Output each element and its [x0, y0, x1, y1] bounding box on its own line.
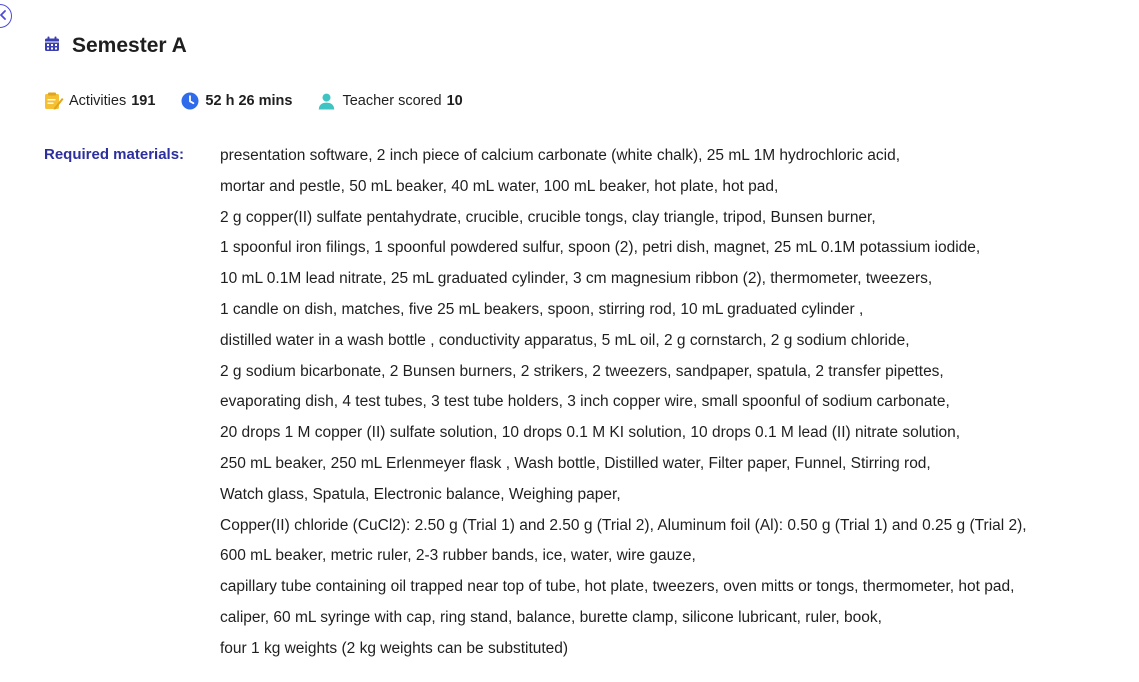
- duration-value: 52 h 26 mins: [205, 93, 293, 109]
- materials-line: 250 mL beaker, 250 mL Erlenmeyer flask , Wash bottle, Distilled water, Filter paper, Funnel, Stirring rod,: [220, 454, 931, 472]
- collapse-sidebar-button[interactable]: [0, 4, 12, 28]
- stats-row: [44, 92, 489, 110]
- teacher-label: Teacher scored: [342, 93, 442, 109]
- required-materials-label: Required materials:: [44, 146, 185, 163]
- page-header: [44, 34, 187, 58]
- clock-icon: [181, 92, 199, 110]
- chevron-left-icon: [0, 7, 7, 25]
- materials-line: caliper, 60 mL syringe with cap, ring stand, balance, burette clamp, silicone lubricant, ruler, book,: [220, 608, 882, 626]
- materials-line: Copper(II) chloride (CuCl2): 2.50 g (Trial 1) and 2.50 g (Trial 2), Aluminum foil (Al): 0.50 g (Trial 1) and 0.25 g (Trial 2),: [220, 516, 1027, 534]
- materials-list: [220, 143, 1130, 667]
- page-title: Semester A: [72, 34, 187, 57]
- teacher-icon: [318, 93, 335, 110]
- teacher-value: 10: [446, 93, 463, 109]
- activities-stat: [44, 92, 155, 110]
- materials-line: 20 drops 1 M copper (II) sulfate solution, 10 drops 0.1 M KI solution, 10 drops 0.1 M lead (II) nitrate solution,: [220, 424, 961, 442]
- materials-line: four 1 kg weights (2 kg weights can be substituted): [220, 639, 569, 657]
- materials-line: 2 g copper(II) sulfate pentahydrate, crucible, crucible tongs, clay triangle, tripod, Bunsen burner,: [220, 208, 876, 226]
- materials-line: capillary tube containing oil trapped near top of tube, hot plate, tweezers, oven mitts or tongs, thermometer, hot pad,: [220, 578, 1015, 596]
- activities-value: 191: [131, 93, 156, 109]
- teacher-stat: [318, 93, 462, 110]
- materials-line: 1 candle on dish, matches, five 25 mL beakers, spoon, stirring rod, 10 mL graduated cylinder ,: [220, 300, 864, 318]
- materials-line: evaporating dish, 4 test tubes, 3 test tube holders, 3 inch copper wire, small spoonful of sodium carbonate,: [220, 393, 950, 411]
- materials-line: 1 spoonful iron filings, 1 spoonful powdered sulfur, spoon (2), petri dish, magnet, 25 mL 0.1M potassium iodide,: [220, 239, 981, 257]
- materials-line: 2 g sodium bicarbonate, 2 Bunsen burners, 2 strikers, 2 tweezers, sandpaper, spatula, 2 transfer pipettes,: [220, 362, 944, 380]
- activities-icon: [44, 92, 64, 110]
- materials-line: mortar and pestle, 50 mL beaker, 40 mL water, 100 mL beaker, hot plate, hot pad,: [220, 177, 779, 195]
- duration-stat: [181, 92, 292, 110]
- activities-label: Activities: [69, 93, 127, 109]
- materials-line: 600 mL beaker, metric ruler, 2-3 rubber bands, ice, water, wire gauze,: [220, 547, 696, 565]
- materials-line: 10 mL 0.1M lead nitrate, 25 mL graduated cylinder, 3 cm magnesium ribbon (2), thermometer, tweezers,: [220, 270, 933, 288]
- materials-line: presentation software, 2 inch piece of calcium carbonate (white chalk), 25 mL 1M hydrochloric acid,: [220, 147, 901, 164]
- materials-line: distilled water in a wash bottle , conductivity apparatus, 5 mL oil, 2 g cornstarch, 2 g sodium chloride,: [220, 331, 910, 349]
- materials-line: Watch glass, Spatula, Electronic balance, Weighing paper,: [220, 485, 621, 503]
- calendar-icon: [44, 36, 60, 57]
